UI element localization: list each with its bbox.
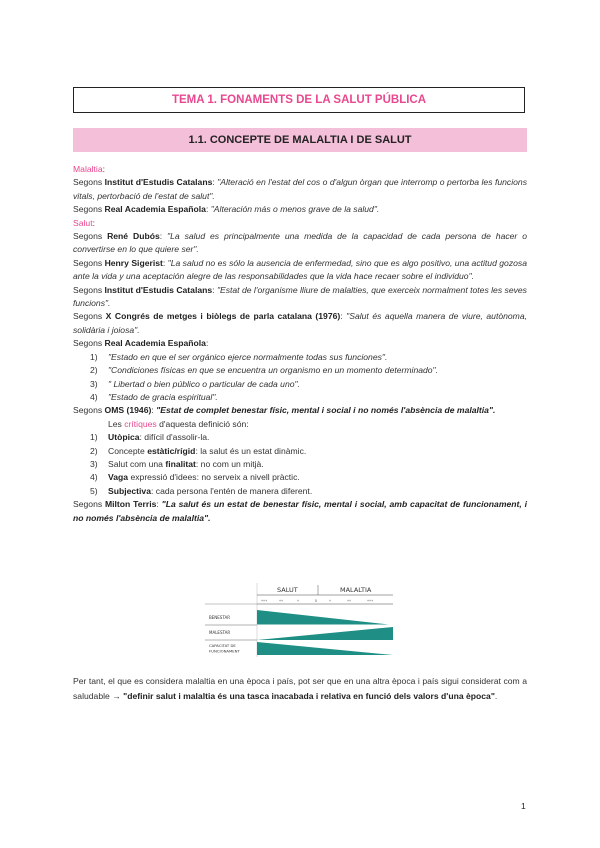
- salut-dubos: Segons René Dubós: "La salud es principalmente una medida de la capacidad de cada persona de hacer o convertirse en lo que quiere ser".: [73, 231, 527, 255]
- list-item: 3) Salut com una finalitat: no com un mitjà.: [90, 458, 264, 469]
- figure-col-malaltia: MALALTIA: [340, 586, 372, 594]
- salut-rae: Segons Real Academia Española:: [73, 338, 209, 349]
- salut-iec: Segons Institut d'Estudis Catalans: "Estat de l'organisme lliure de malalties, que exerceix normalment totes les seves funcions".: [73, 284, 527, 309]
- list-item: 5) Subjectiva: cada persona l'entén de manera diferent.: [90, 485, 313, 496]
- svg-text:++: ++: [279, 599, 284, 603]
- list-item: 2) "Condiciones físicas en que se encuentra un organismo en un momento determinado".: [90, 365, 438, 376]
- list-item: 1) Utòpica: difícil d'assolir-la.: [90, 432, 210, 443]
- salut-oms: Segons OMS (1946): "Estat de complet benestar físic, mental i social i no només l'absència de malaltia".: [73, 405, 496, 416]
- rae-definition-list: [73, 351, 527, 405]
- health-continuum-figure: [205, 583, 393, 657]
- critiques-intro: Les crítiques d'aquesta definició són:: [108, 418, 249, 429]
- salut-heading: Salut:: [73, 217, 95, 228]
- list-item: 3) " Libertad o bien público o particular de cada uno".: [90, 378, 300, 389]
- figure-row-malestar: MALESTAR: [209, 630, 231, 635]
- malaltia-heading: Malaltia:: [73, 164, 106, 174]
- figure-row-func-1: CAPACITAT DE: [209, 643, 236, 648]
- list-item: 4) Vaga expressió d'idees: no serveix a nivell pràctic.: [90, 472, 300, 483]
- section-heading: 1.1. CONCEPTE DE MALALTIA I DE SALUT: [73, 128, 527, 152]
- list-item: 1) "Estado en que el ser orgánico ejerce normalmente todas sus funciones".: [90, 351, 388, 362]
- figure-row-benestar: BENESTAR: [209, 615, 230, 620]
- list-item: 2) Concepte estàtic/rígid: la salut és un estat dinàmic.: [90, 445, 307, 456]
- svg-text:+: +: [329, 599, 332, 603]
- critiques-list: [73, 431, 527, 498]
- svg-text:+: +: [297, 599, 300, 603]
- figure-row-func-2: FUNCIONAMENT: [209, 648, 240, 654]
- malaltia-rae: Segons Real Academia Española: "Alteración más o menos grave de la salud".: [73, 204, 380, 215]
- salut-sigerist: Segons Henry Sigerist: "La salud no es sólo la ausencia de enfermedad, sino que es algo positivo, una actitud gozosa ante la vida y una aceptación alegre de las responsabilidades que la vida hace recaer sobre el individuo".: [73, 257, 527, 282]
- svg-text:++: ++: [347, 599, 352, 603]
- content-body: [73, 163, 527, 525]
- conclusion-paragraph: Per tant, el que es considera malaltia en una època i país, pot ser que en una altra època i país sigui considerat com a saludable → "definir salut i malaltia és una tasca inacabada i relativa en funció dels valors d'una època".: [73, 676, 527, 701]
- list-item: 4) "Estado de gracia espiritual".: [90, 391, 218, 402]
- page-number: 1: [521, 801, 526, 811]
- page-title: TEMA 1. FONAMENTS DE LA SALUT PÚBLICA: [73, 87, 525, 113]
- salut-congres: Segons X Congrés de metges i biòlegs de parla catalana (1976): "Salut és aquella manera de viure, autònoma, solidària i joiosa".: [73, 311, 527, 335]
- malaltia-iec: Segons Institut d'Estudis Catalans: "Alteració en l'estat del cos o d'algun òrgan que interromp o pertorba les funcions vitals, pertorbació de l'estat de salut".: [73, 177, 527, 201]
- svg-text:+++: +++: [367, 599, 374, 603]
- svg-text:+++: +++: [261, 599, 268, 603]
- figure-col-salut: SALUT: [277, 586, 298, 594]
- svg-text:0: 0: [315, 599, 317, 603]
- salut-terris: Segons Milton Terris: "La salut és un estat de benestar físic, mental i social, amb capacitat de funcionament, i no només l'absència de malaltia".: [73, 499, 527, 523]
